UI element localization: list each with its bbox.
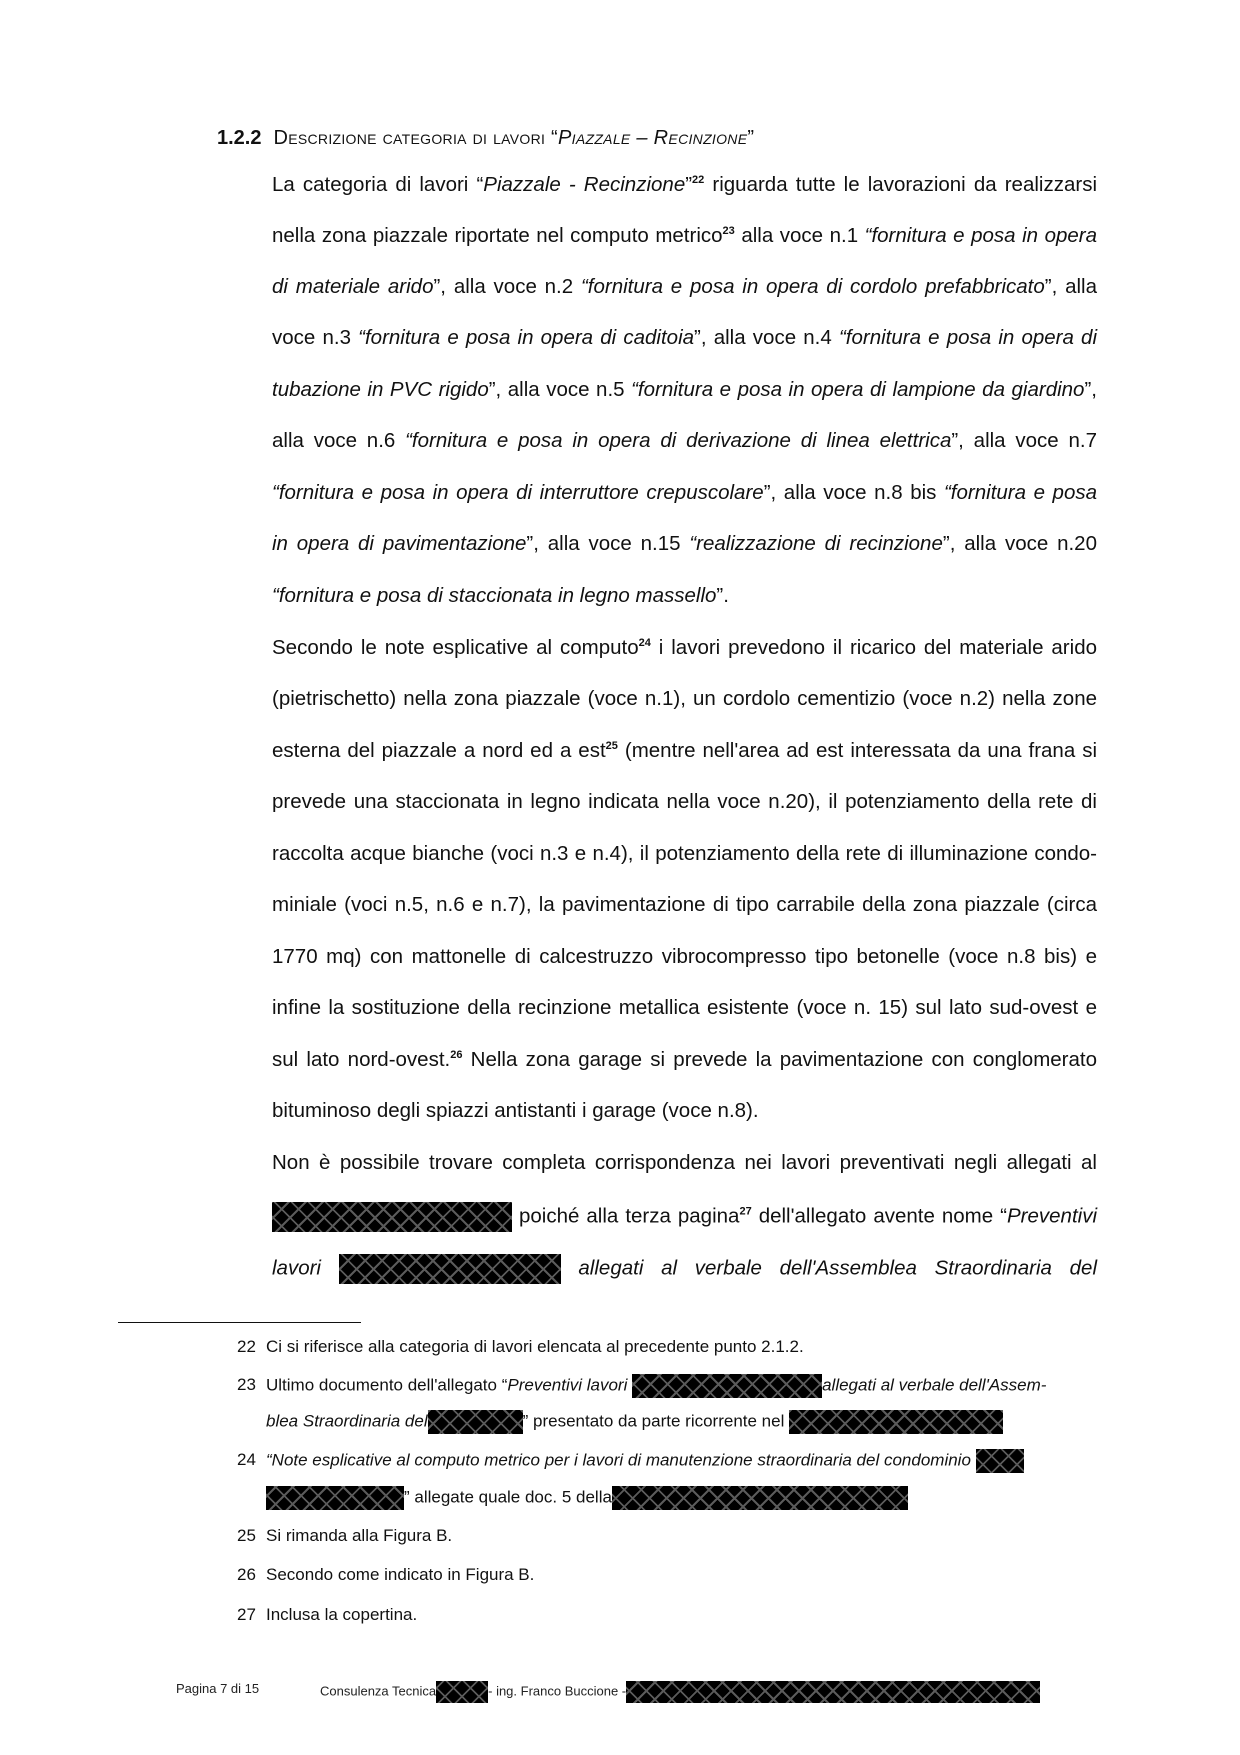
footnote-22: 22 Ci si riferisce alla categoria di lavori elencata al precedente punto 2.1.2. — [237, 1337, 804, 1356]
redaction-block — [789, 1410, 1003, 1434]
paragraph-line: (pietrischetto) nella zona piazzale (voce n.1), un cordolo cementizio (voce n.2) nella zone — [272, 687, 1097, 710]
redaction-block — [428, 1410, 523, 1434]
page-number: Pagina 7 di 15 — [176, 1681, 260, 1696]
paragraph-line: sul lato nord-ovest.$^{26}$ Nella zona garage si prevede la pavimentazione con conglomerato — [272, 1048, 1097, 1071]
redaction-block — [626, 1681, 1040, 1703]
footnote-25: 25 Si rimanda alla Figura B. — [237, 1526, 453, 1545]
redaction-block — [266, 1486, 404, 1510]
footnote-24-cont: ” allegate quale doc. 5 della — [266, 1486, 1126, 1510]
paragraph-line: bituminoso degli spiazzi antistanti i garage (voce n.8). — [272, 1099, 759, 1122]
paragraph-line: alla voce n.6 “fornitura e posa in opera di derivazione di linea elettrica”, alla voce n.7 — [272, 429, 1097, 452]
paragraph-line: nella zona piazzale riportate nel computo metrico$^{23}$ alla voce n.1 “fornitura e posa in opera — [272, 224, 1098, 247]
footnote-separator — [118, 1322, 361, 1323]
footnote-26: 26 Secondo come indicato in Figura B. — [237, 1565, 535, 1584]
section-heading: 1.2.2 Descrizione categoria di lavori “Piazzale – Recinzione” — [217, 127, 755, 149]
paragraph-line: La categoria di lavori “Piazzale - Recinzione”$^{22}$ riguarda tutte le lavorazioni da realizzarsi — [272, 173, 1097, 196]
paragraph-line: voce n.3 “fornitura e posa in opera di caditoia”, alla voce n.4 “fornitura e posa in opera di — [272, 326, 1097, 349]
redaction-block — [612, 1486, 908, 1510]
redaction-block — [339, 1254, 561, 1284]
paragraph-line: lavori allegati al verbale dell'Assemblea Straordinaria del — [272, 1254, 1097, 1284]
paragraph-line: miniale (voci n.5, n.6 e n.7), la pavimentazione di tipo carrabile della zona piazzale (circa — [272, 893, 1097, 916]
footnote-23: 23 Ultimo documento dell'allegato “Preventivi lavori allegati al verbale dell'Assem- — [237, 1374, 1097, 1398]
paragraph-line: 1770 mq) con mattonelle di calcestruzzo vibrocompresso tipo betonelle (voce n.8 bis) e — [272, 945, 1097, 968]
redaction-block — [976, 1449, 1024, 1473]
paragraph-line: “fornitura e posa in opera di interruttore crepuscolare”, alla voce n.8 bis “fornitura e posa — [272, 481, 1098, 504]
paragraph-line: raccolta acque bianche (voci n.3 e n.4), il potenziamento della rete di illuminazione condo- — [272, 842, 1097, 865]
footnote-27: 27 Inclusa la copertina. — [237, 1605, 418, 1624]
paragraph-line: poiché alla terza pagina$^{27}$ dell'allegato avente nome “Preventivi — [272, 1202, 1097, 1232]
paragraph-line: infine la sostituzione della recinzione metallica esistente (voce n. 15) sul lato sud-ovest e — [272, 996, 1097, 1019]
paragraph-line: di materiale arido”, alla voce n.2 “fornitura e posa in opera di cordolo prefabbricato”, alla — [272, 275, 1098, 298]
paragraph-line: Non è possibile trovare completa corrispondenza nei lavori preventivati negli allegati al — [272, 1151, 1097, 1174]
paragraph-line: Secondo le note esplicative al computo$^{24}$ i lavori prevedono il ricarico del materiale arido — [272, 636, 1097, 659]
paragraph-line: in opera di pavimentazione”, alla voce n.15 “realizzazione di recinzione”, alla voce n.20 — [272, 532, 1097, 555]
redaction-block — [272, 1202, 512, 1232]
section-number: 1.2.2 — [217, 127, 262, 149]
redaction-block — [436, 1681, 488, 1703]
paragraph-line: esterna del piazzale a nord ed a est$^{25}$ (mentre nell'area ad est interessata da una frana si — [272, 739, 1097, 762]
footer-credits: Consulenza Tecnica - ing. Franco Buccione - — [320, 1681, 1040, 1703]
footnote-23-cont: blea Straordinaria del ” presentato da parte ricorrente nel — [266, 1410, 1126, 1434]
paragraph-line: prevede una staccionata in legno indicata nella voce n.20), il potenziamento della rete di — [272, 790, 1097, 813]
paragraph-line: tubazione in PVC rigido”, alla voce n.5 “fornitura e posa in opera di lampione da giardino”, — [272, 378, 1097, 401]
paragraph-line: “fornitura e posa di staccionata in legno massello”. — [272, 584, 729, 607]
section-title: Descrizione categoria di lavori “ — [273, 127, 559, 149]
footnote-24: 24 “Note esplicative al computo metrico per i lavori di manutenzione straordinaria del condominio — [237, 1449, 1097, 1473]
redaction-block — [632, 1374, 822, 1398]
